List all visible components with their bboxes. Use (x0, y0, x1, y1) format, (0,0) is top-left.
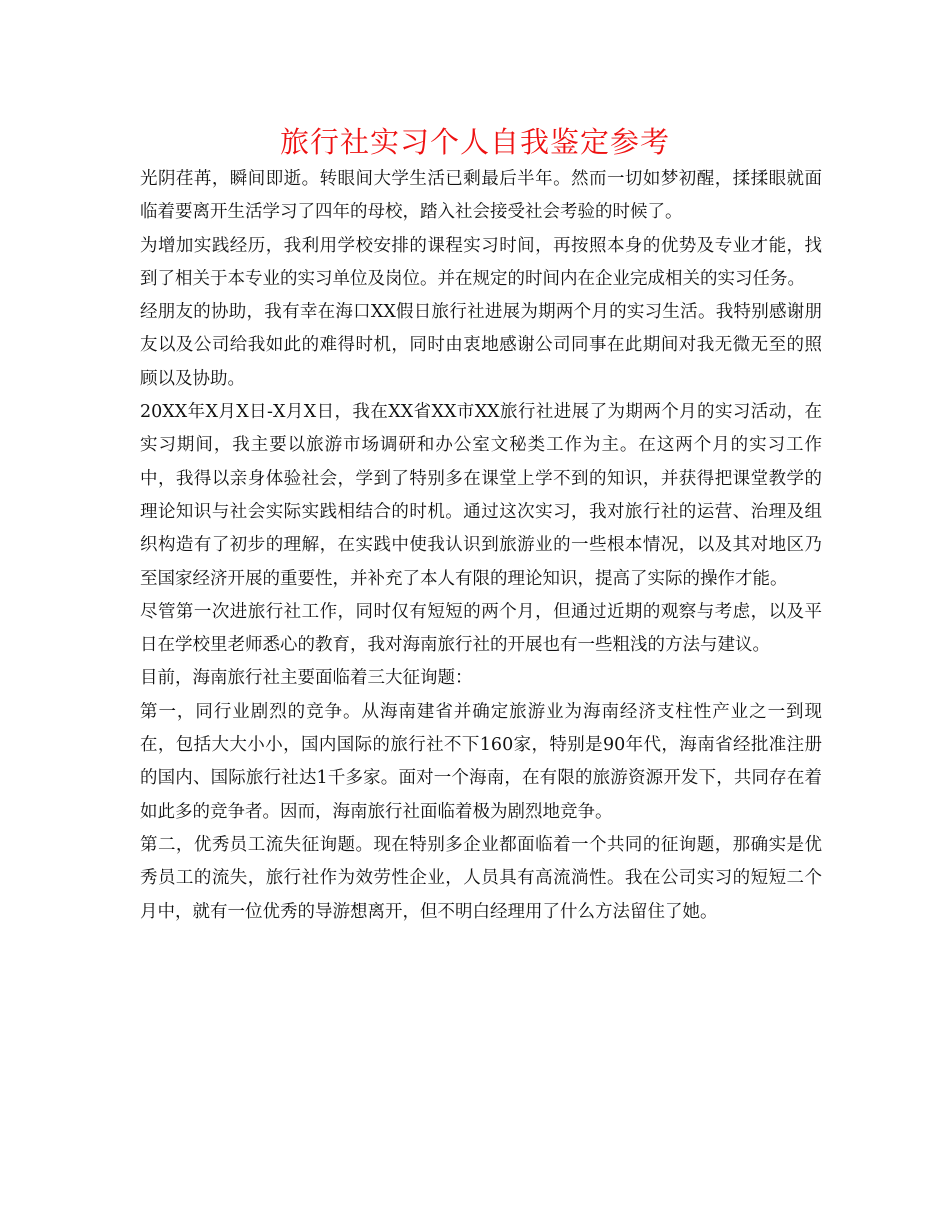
paragraph-4: 20XX年X月X日-X月X日，我在XX省XX市XX旅行社进展了为期两个月的实习活动，在实习期间，我主要以旅游市场调研和办公室文秘类工作为主。在这两个月的实习工作中，我得以亲身体验社会，学到了特别多在课堂上学不到的知识，并获得把课堂教学的理论知识与社会实际实践相结合的时机。通过这次实习，我对旅行社的运营、治理及组织构造有了初步的理解，在实践中使我认识到旅游业的一些根本情况，以及其对地区乃至国家经济开展的重要性，并补充了本人有限的理论知识，提高了实际的操作才能。 (140, 402, 822, 589)
document-title: 旅行社实习个人自我鉴定参考 (279, 125, 670, 159)
document-body (140, 163, 822, 929)
paragraph-5: 尽管第一次进旅行社工作，同时仅有短短的两个月，但通过近期的观察与考虑，以及平日在学校里老师悉心的教育，我对海南旅行社的开展也有一些粗浅的方法与建议。 (140, 601, 822, 656)
paragraph-1: 光阴荏苒，瞬间即逝。转眼间大学生活已剩最后半年。然而一切如梦初醒，揉揉眼就面临着要离开生活学习了四年的母校，踏入社会接受社会考验的时候了。 (140, 169, 822, 223)
paragraph-2: 为增加实践经历，我利用学校安排的课程实习时间，再按照本身的优势及专业才能，找到了相关于本专业的实习单位及岗位。并在规定的时间内在企业完成相关的实习任务。 (140, 235, 822, 289)
paragraph-3: 经朋友的协助，我有幸在海口XX假日旅行社进展为期两个月的实习生活。我特别感谢朋友以及公司给我如此的难得时机，同时由衷地感谢公司同事在此期间对我无微无至的照顾以及协助。 (140, 302, 822, 389)
paragraph-6: 目前，海南旅行社主要面临着三大征询题： (140, 668, 473, 689)
paragraph-7: 第一，同行业剧烈的竞争。从海南建省并确定旅游业为海南经济支柱性产业之一到现在，包括大大小小，国内国际的旅行社不下160家，特别是90年代，海南省经批准注册的国内、国际旅行社达1千多家。面对一个海南，在有限的旅游资源开发下，共同存在着如此多的竞争者。因而，海南旅行社面临着极为剧烈地竞争。 (140, 701, 822, 822)
paragraph-8: 第二，优秀员工流失征询题。现在特别多企业都面临着一个共同的征询题，那确实是优秀员工的流失，旅行社作为效劳性企业，人员具有高流淌性。我在公司实习的短短二个月中，就有一位优秀的导游想离开，但不明白经理用了什么方法留住了她。 (140, 834, 822, 922)
